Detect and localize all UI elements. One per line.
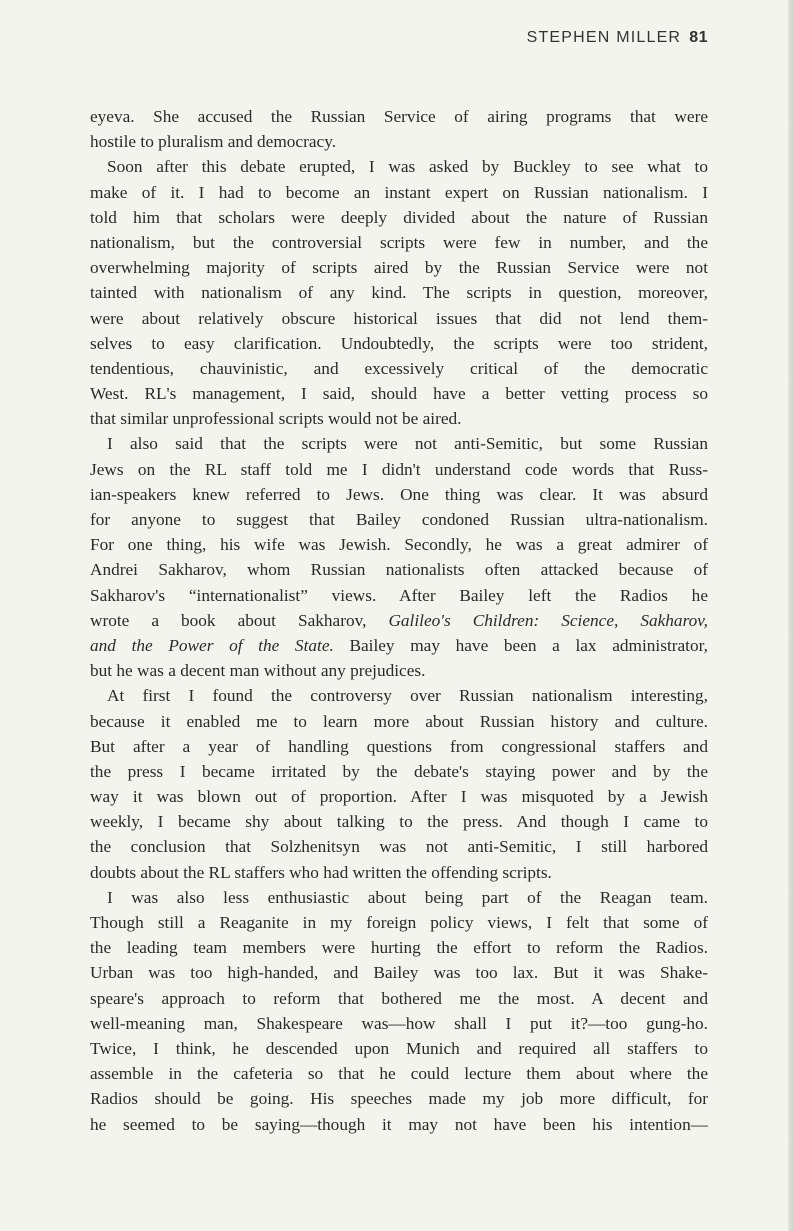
book-title: and the Power of the State. [90,635,334,655]
text-line [90,860,708,885]
text-line [90,104,708,129]
line-text: tendentious, chauvinistic, and excessively critical of the democratic [90,358,708,378]
text-line [90,986,708,1011]
line-text: For one thing, his wife was Jewish. Secondly, he was a great admirer of [90,535,708,555]
text-line [90,482,708,507]
text-line [90,306,708,331]
text-line [90,960,708,985]
line-text: Bailey may have been a lax administrator, [333,635,708,655]
line-text: Soon after this debate erupted, I was asked by Buckley to see what to [107,157,708,177]
paragraph-first-line [90,154,708,179]
line-text: overwhelming majority of scripts aired by the Russian Service were not [90,258,708,278]
running-head [527,29,708,47]
line-text: Sakharov's “internationalist” views. After Bailey left the Radios he [90,585,708,605]
text-line [90,230,708,255]
line-text: were about relatively obscure historical issues that did not lend them- [90,308,708,328]
line-text: that similar unprofessional scripts would not be aired. [90,409,462,429]
line-text: the leading team members were hurting the effort to reform the Radios. [90,938,708,958]
text-line [90,205,708,230]
text-line [90,759,708,784]
line-text: but he was a decent man without any prejudices. [90,661,426,681]
body-text [90,104,708,1137]
text-line [90,784,708,809]
text-line [90,1112,708,1137]
paragraph-first-line [90,885,708,910]
text-line [90,633,708,658]
line-text: West. RL's management, I said, should have a better vetting process so [90,384,708,404]
text-line [90,608,708,633]
line-text: Urban was too high-handed, and Bailey was too lax. But it was Shake- [90,963,708,983]
text-line [90,1061,708,1086]
page-edge [788,0,794,1231]
line-text: weekly, I became shy about talking to the press. And though I came to [90,812,708,832]
line-text: hostile to pluralism and democracy. [90,132,337,152]
text-line [90,557,708,582]
line-text: selves to easy clarification. Undoubtedly, the scripts were too strident, [90,333,708,353]
line-text: told him that scholars were deeply divided about the nature of Russian [90,207,708,227]
text-line [90,658,708,683]
text-line [90,255,708,280]
text-line [90,331,708,356]
line-text: well-meaning man, Shakespeare was—how shall I put it?—too gung-ho. [90,1013,708,1033]
text-line [90,129,708,154]
line-text: nationalism, but the controversial scripts were few in number, and the [90,232,708,252]
text-line [90,910,708,935]
text-line [90,1086,708,1111]
text-line [90,709,708,734]
line-text: way it was blown out of proportion. After I was misquoted by a Jewish [90,787,708,807]
line-text: eyeva. She accused the Russian Service of airing programs that were [90,107,708,126]
line-text: the press I became irritated by the debate's staying power and by the [90,761,708,781]
line-text: At first I found the controversy over Russian nationalism interesting, [107,686,708,706]
line-text: Andrei Sakharov, whom Russian nationalists often attacked because of [90,560,708,580]
line-text: Jews on the RL staff told me I didn't understand code words that Russ- [90,459,708,479]
text-line [90,935,708,960]
text-line [90,406,708,431]
paragraph-first-line [90,431,708,456]
text-line [90,280,708,305]
line-text: But after a year of handling questions from congressional staffers and [90,736,708,756]
line-text: I was also less enthusiastic about being part of the Reagan team. [107,887,708,907]
book-title: Galileo's Children: Science, Sakharov, [388,610,708,630]
paragraph-first-line [90,683,708,708]
line-text: I also said that the scripts were not anti-Semitic, but some Russian [107,434,708,454]
text-line [90,834,708,859]
text-line [90,532,708,557]
line-text: Though still a Reaganite in my foreign policy views, I felt that some of [90,913,708,932]
text-line [90,1011,708,1036]
line-text: the conclusion that Solzhenitsyn was not anti-Semitic, I still harbored [90,837,708,857]
line-text: for anyone to suggest that Bailey condoned Russian ultra-nationalism. [90,510,708,529]
line-text: doubts about the RL staffers who had written the offending scripts. [90,862,552,882]
text-line [90,809,708,834]
line-text: make of it. I had to become an instant expert on Russian nationalism. I [90,182,708,202]
line-text: Radios should be going. His speeches made my job more difficult, for [90,1089,708,1109]
line-text: because it enabled me to learn more about Russian history and culture. [90,711,708,731]
line-text: ian-speakers knew referred to Jews. One thing was clear. It was absurd [90,484,708,504]
line-text: wrote a book about Sakharov, [90,610,389,630]
line-text: assemble in the cafeteria so that he could lecture them about where the [90,1064,708,1084]
text-line [90,356,708,381]
text-line [90,583,708,608]
text-line [90,1036,708,1061]
text-line [90,381,708,406]
text-line [90,734,708,759]
text-line [90,457,708,482]
text-line [90,507,708,532]
line-text: speare's approach to reform that bothered me the most. A decent and [90,988,708,1008]
running-head-author: STEPHEN MILLER [526,29,682,46]
line-text: he seemed to be saying—though it may not have been his intention— [90,1114,708,1134]
line-text: Twice, I think, he descended upon Munich and required all staffers to [90,1038,708,1058]
text-line [90,180,708,205]
page-number: 81 [689,29,708,46]
line-text: tainted with nationalism of any kind. The scripts in question, moreover, [90,283,708,303]
